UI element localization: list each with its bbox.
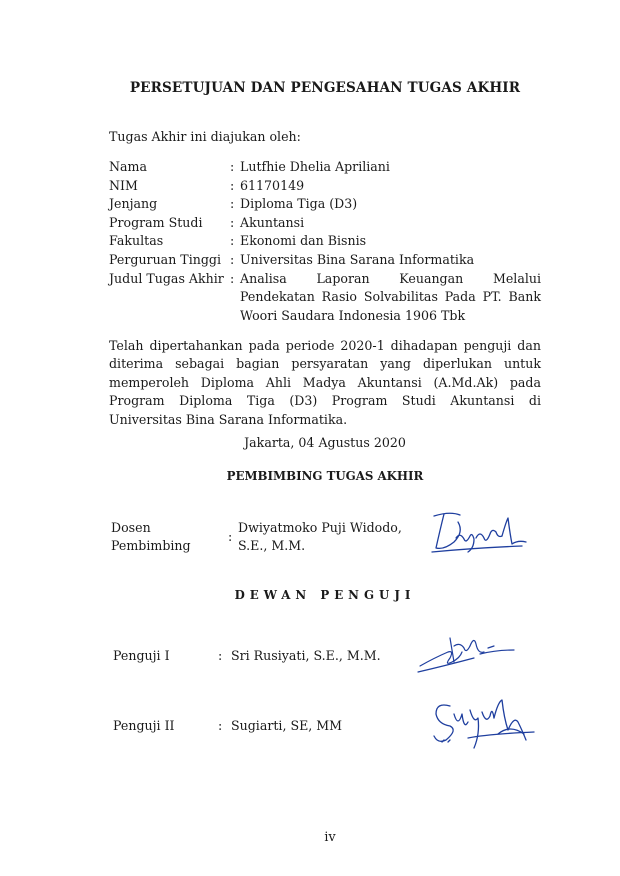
info-row-perguruan-tinggi — [109, 251, 541, 270]
document-title: PERSETUJUAN DAN PENGESAHAN TUGAS AKHIR — [129, 80, 521, 96]
info-value: Ekonomi dan Bisnis — [240, 233, 367, 249]
intro-text: Tugas Akhir ini diajukan oleh: — [109, 129, 301, 144]
info-colon: : — [230, 159, 235, 174]
info-label: Jenjang — [109, 196, 158, 212]
info-value: Diploma Tiga (D3) — [240, 196, 358, 212]
signature-pembimbing — [424, 508, 534, 556]
info-value: 61170149 — [240, 177, 305, 193]
info-value: Akuntansi — [240, 214, 305, 230]
info-label: Nama — [109, 159, 147, 174]
penguji-2-label: Penguji II — [113, 718, 175, 733]
info-colon: : — [230, 196, 235, 212]
info-label: Program Studi — [109, 214, 203, 230]
info-colon: : — [230, 270, 235, 286]
dosen-pembimbing-name: Dwiyatmoko Puji Widodo, S.E., M.M. — [238, 520, 402, 554]
info-label: Judul Tugas Akhir — [109, 270, 224, 286]
student-info — [109, 158, 541, 325]
dewan-penguji-heading: DEWAN PENGUJI — [234, 588, 416, 602]
info-row-nim — [109, 177, 541, 196]
info-row-fakultas — [109, 232, 541, 251]
info-label: NIM — [109, 177, 138, 193]
info-row-jenjang — [109, 195, 541, 214]
info-colon: : — [230, 233, 235, 249]
approval-statement: Telah dipertahankan pada periode 2020-1 dihadapan penguji dan diterima sebagai bagian persyaratan yang diperlukan untuk memperoleh Diploma Ahli Madya Akuntansi (A.Md.Ak) pada Program Diploma Tiga (D3) Program Studi Akuntansi di Universitas Bina Sarana Informatika. — [109, 338, 541, 427]
info-colon: : — [230, 251, 235, 267]
info-value: Analisa Laporan Keuangan Melalui Pendekatan Rasio Solvabilitas Pada PT. Bank Woori Saudara Indonesia 1906 Tbk — [240, 270, 541, 323]
info-row-program-studi — [109, 214, 541, 233]
info-value: Universitas Bina Sarana Informatika — [240, 251, 475, 267]
page-number: iv — [324, 829, 336, 844]
info-row-judul — [109, 270, 541, 326]
info-colon: : — [230, 214, 235, 230]
info-row-nama — [109, 158, 541, 177]
penguji-1-label: Penguji I — [113, 648, 170, 663]
info-label: Perguruan Tinggi — [109, 251, 221, 267]
dosen-colon: : — [228, 529, 233, 544]
penguji-1-colon: : — [218, 648, 223, 663]
signature-penguji-2 — [428, 694, 538, 758]
penguji-2-name: Sugiarti, SE, MM — [231, 718, 343, 733]
place-date: Jakarta, 04 Agustus 2020 — [244, 435, 406, 450]
dosen-pembimbing-label: Dosen Pembimbing — [111, 520, 191, 554]
penguji-2-colon: : — [218, 718, 223, 733]
info-label: Fakultas — [109, 233, 164, 249]
info-colon: : — [230, 177, 235, 193]
pembimbing-heading: PEMBIMBING TUGAS AKHIR — [226, 469, 424, 483]
penguji-1-name: Sri Rusiyati, S.E., M.M. — [231, 648, 381, 663]
signature-penguji-1 — [414, 632, 518, 676]
info-value: Lutfhie Dhelia Apriliani — [240, 159, 390, 174]
